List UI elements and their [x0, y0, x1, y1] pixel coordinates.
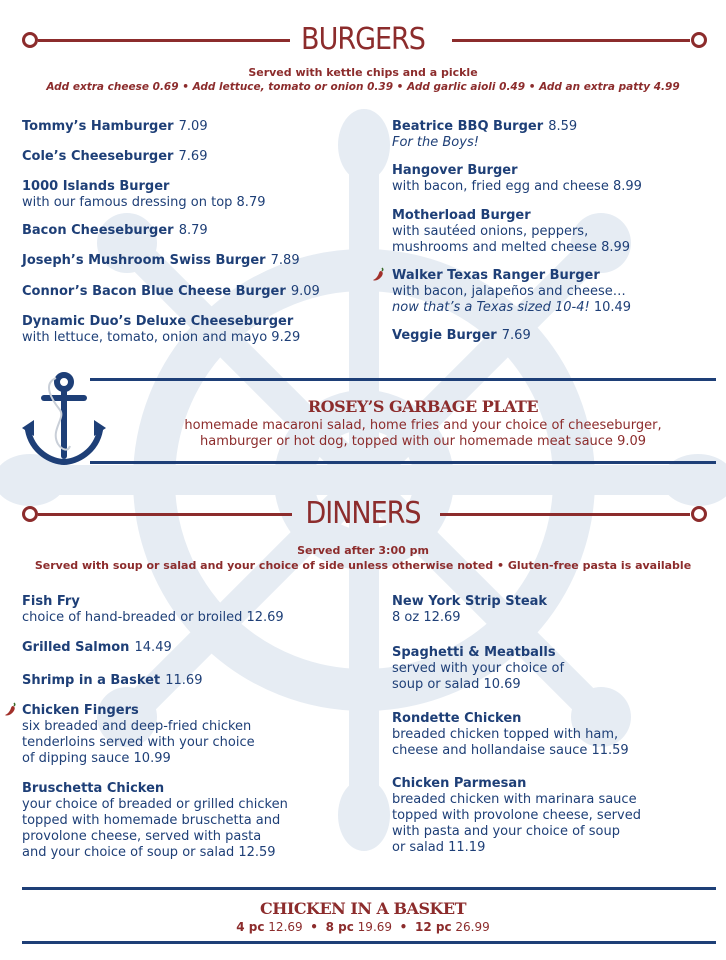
basket-price: 19.69 [357, 920, 393, 934]
item-description: your choice of breaded or grilled chicken [22, 797, 288, 812]
basket-price: 12.69 [268, 920, 303, 934]
menu-item [392, 643, 564, 693]
item-price: 7.09 [178, 119, 208, 134]
menu-item [22, 592, 284, 626]
menu-item [392, 206, 630, 256]
anchor-icon [22, 370, 106, 470]
plate-description-line: hamburger or hot dog, topped with our homemade meat sauce 9.09 [199, 434, 647, 449]
burgers-addons: Add extra cheese 0.69 • Add lettuce, tomato or onion 0.39 • Add garlic aioli 0.49 • Add an extra patty 4.99 [46, 81, 680, 93]
item-name: Connor’s Bacon Blue Cheese Burger [22, 284, 286, 299]
menu-item [22, 282, 320, 300]
basket-separator: • [399, 920, 408, 934]
item-description: topped with provolone cheese, served [392, 808, 641, 823]
basket-price-options [0, 920, 726, 934]
item-name: Hangover Burger [392, 163, 518, 178]
plate-bottom-rule [90, 461, 716, 464]
item-description: breaded chicken with marinara sauce [392, 792, 637, 807]
item-description: or salad 11.19 [392, 840, 486, 855]
item-description: with bacon, jalapeños and cheese… [392, 284, 626, 299]
item-name: Rondette Chicken [392, 711, 522, 726]
menu-item [22, 221, 208, 239]
basket-qty: 12 pc [414, 920, 452, 934]
item-name: Chicken Fingers [22, 703, 139, 718]
item-price: 10.49 [593, 300, 632, 315]
item-description: six breaded and deep-fried chicken [22, 719, 252, 734]
item-description: breaded chicken topped with ham, [392, 727, 619, 742]
menu-item [392, 592, 547, 626]
basket-title: CHICKEN IN A BASKET [259, 899, 467, 918]
menu-item [22, 779, 288, 861]
item-name: New York Strip Steak [392, 594, 548, 609]
chili-pepper-icon [4, 701, 20, 717]
item-description: with bacon, fried egg and cheese 8.99 [392, 179, 642, 194]
menu-item [22, 312, 300, 346]
item-description: topped with homemade bruschetta and [22, 813, 281, 828]
menu-item [22, 177, 265, 211]
item-description: and your choice of soup or salad 12.59 [22, 845, 276, 860]
item-description: with lettuce, tomato, onion and mayo 9.29 [22, 330, 301, 345]
chili-pepper-icon [372, 266, 388, 282]
item-price: 7.69 [501, 328, 531, 343]
item-name: Bacon Cheeseburger [22, 223, 174, 238]
item-name: Tommy’s Hamburger [22, 119, 174, 134]
menu-item [22, 671, 202, 689]
burgers-heading-row [0, 20, 726, 60]
item-name: Beatrice BBQ Burger [392, 119, 544, 134]
menu-item [22, 251, 300, 269]
item-name: Walker Texas Ranger Burger [392, 268, 600, 283]
menu-item [22, 701, 255, 767]
item-description: 8 oz 12.69 [392, 610, 461, 625]
ornament-line-right [440, 513, 690, 516]
item-description: with pasta and your choice of soup [392, 824, 620, 839]
item-description: For the Boys! [392, 135, 479, 150]
item-description: choice of hand-breaded or broiled 12.69 [22, 610, 284, 625]
ornament-ring-right [691, 506, 707, 522]
menu-item [392, 774, 641, 856]
item-price: 9.09 [290, 284, 320, 299]
item-price: 8.79 [178, 223, 208, 238]
basket-qty: 4 pc [236, 920, 265, 934]
basket-separator: • [310, 920, 318, 934]
item-name: Cole’s Cheeseburger [22, 149, 174, 164]
item-name: Grilled Salmon [22, 640, 130, 655]
dinners-heading-row [0, 494, 726, 534]
item-description: mushrooms and melted cheese 8.99 [392, 240, 631, 255]
item-name: 1000 Islands Burger [22, 179, 170, 194]
item-name: Dynamic Duo’s Deluxe Cheeseburger [22, 314, 294, 329]
dinners-note: Served with soup or salad and your choice of side unless otherwise noted • Gluten-free pasta is available [34, 559, 692, 572]
plate-description [120, 418, 726, 450]
item-name: Veggie Burger [392, 328, 497, 343]
dinners-subtitle: Served after 3:00 pm [297, 544, 429, 557]
item-name: Spaghetti & Meatballs [392, 645, 556, 660]
plate-title: ROSEY’S GARBAGE PLATE [307, 397, 539, 416]
plate-description-line: homemade macaroni salad, home fries and your choice of cheeseburger, [184, 418, 662, 433]
item-description: with sautéed onions, peppers, [392, 224, 589, 239]
item-name: Joseph’s Mushroom Swiss Burger [22, 253, 266, 268]
menu-item [22, 147, 207, 165]
item-name: Motherload Burger [392, 208, 531, 223]
item-description: with our famous dressing on top 8.79 [22, 195, 266, 210]
menu-item [22, 638, 172, 656]
item-price: 8.59 [548, 119, 578, 134]
item-name: Chicken Parmesan [392, 776, 527, 791]
basket-qty: 8 pc [325, 920, 354, 934]
item-description: served with your choice of [392, 661, 565, 676]
item-price: 7.69 [178, 149, 208, 164]
menu-item [22, 117, 208, 135]
item-name: Bruschetta Chicken [22, 781, 165, 796]
burgers-subtitle: Served with kettle chips and a pickle [248, 66, 478, 79]
menu-item [392, 161, 642, 195]
plate-top-rule [90, 378, 716, 381]
menu-item [392, 117, 577, 151]
ornament-line-right [452, 39, 690, 42]
item-description: cheese and hollandaise sauce 11.59 [392, 743, 629, 758]
menu-item [392, 266, 631, 316]
item-description: soup or salad 10.69 [392, 677, 521, 692]
item-name: Shrimp in a Basket [22, 673, 161, 688]
item-description: provolone cheese, served with pasta [22, 829, 262, 844]
item-name: Fish Fry [22, 594, 80, 609]
dinners-title: DINNERS [305, 496, 421, 531]
menu-item [392, 326, 531, 344]
basket-bottom-rule [22, 941, 716, 944]
ornament-ring-right [691, 32, 707, 48]
basket-top-rule [22, 887, 716, 890]
item-tagline: now that’s a Texas sized 10-4! [392, 300, 590, 315]
item-description-line [392, 300, 631, 316]
item-price: 11.69 [165, 673, 203, 688]
item-price: 14.49 [134, 640, 172, 655]
burgers-title: BURGERS [301, 22, 425, 57]
item-price: 7.89 [270, 253, 300, 268]
basket-price: 26.99 [455, 920, 490, 934]
item-description: tenderloins served with your choice [22, 735, 255, 750]
menu-item [392, 709, 629, 759]
item-description: of dipping sauce 10.99 [22, 751, 171, 766]
